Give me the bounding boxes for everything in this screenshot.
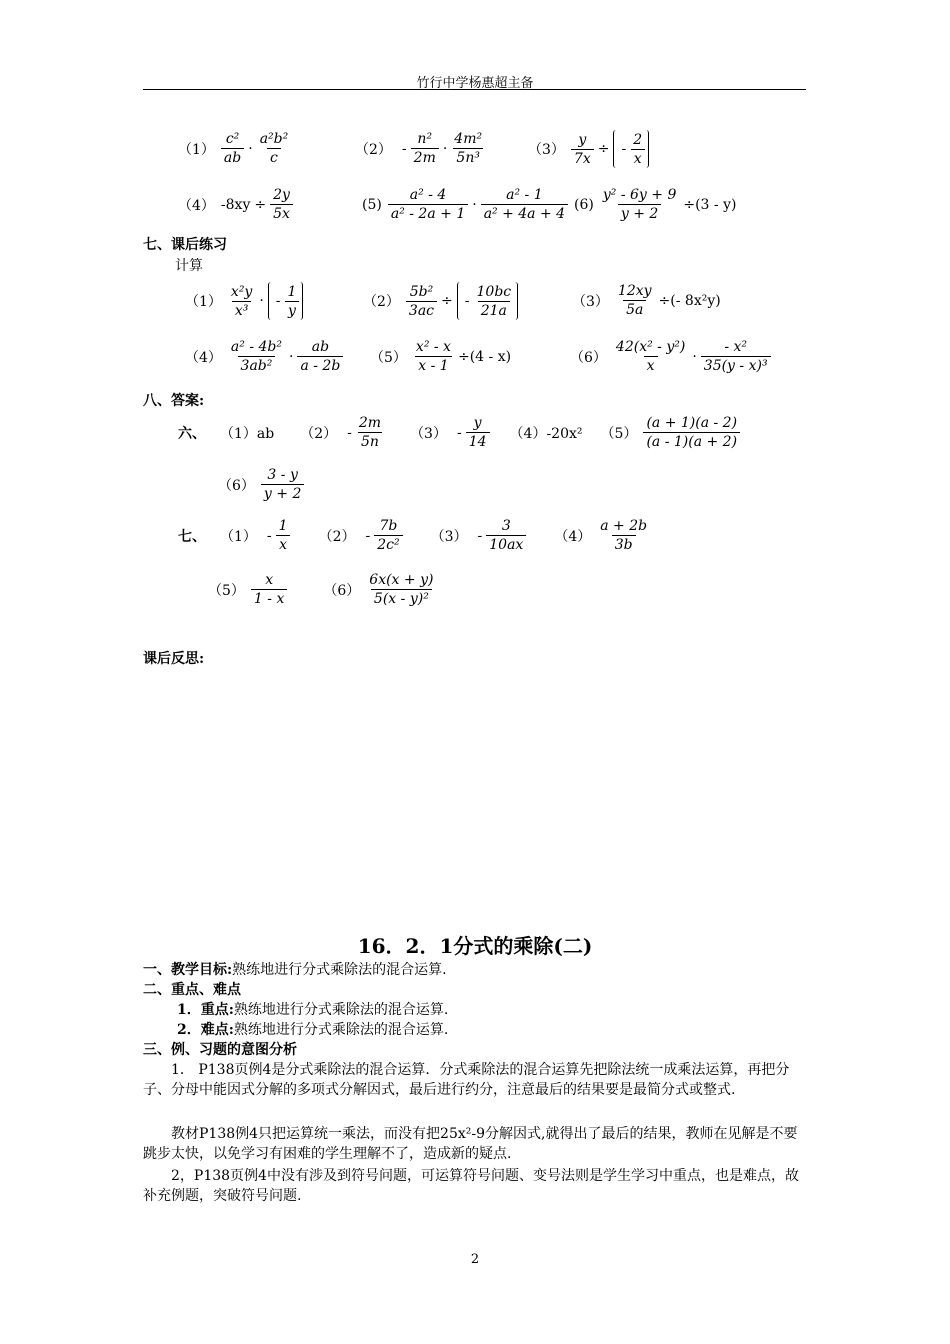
exercise-6-4: （4） -8xy ÷ $\frac{2y}{5x}$ [178, 186, 293, 223]
fraction: $\frac{2y}{5x}$ [270, 186, 293, 223]
fraction: $\frac{x}{1 - x}$ [251, 571, 287, 608]
fraction: $\frac{\text{5b²}}{3ac}$ [406, 283, 437, 320]
reflection-heading: 课后反思: [143, 651, 205, 667]
fraction: $\frac{\text{a² - 1}}{\text{a² + 4a + 4}}$ [481, 186, 568, 223]
header-rule [143, 89, 806, 90]
fraction: $\frac{y}{14}$ [466, 414, 490, 451]
analysis-heading: 三、例、习题的意图分析 [143, 1042, 297, 1058]
fraction: $\frac{ab}{a - 2b}$ [297, 338, 343, 375]
section-8-heading: 八、答案: [143, 393, 205, 409]
fraction: $\frac{a + 2b}{3b}$ [600, 518, 648, 553]
exercise-6-1: （1） $\frac{\text{c²}}{ab}$ · $\frac{\text{a²b²}}{c}$ [178, 130, 291, 167]
exercise-6-2: （2） - $\frac{\text{n²}}{2m}$ · $\frac{\text{4m²}}{\text{5n³}}$ [355, 130, 485, 167]
fraction: $\frac{1}{x}$ [276, 517, 291, 554]
exercise-7-1: （1） $\frac{\text{x²y}}{\text{x³}}$ · - $\frac{1}{y}$ [185, 282, 303, 320]
teaching-goal: 一、教学目标:熟练地进行分式乘除法的混合运算. [143, 962, 447, 978]
analysis-paragraph-3: 2，P138页例4中没有涉及到符号问题，可运算符号问题、变号法则是学生学习中重点，也是难点，故补充例题，突破符号问题. [143, 1168, 799, 1204]
fraction: $\frac{6x(x + y)}{\text{5(x - y)²}}$ [369, 572, 434, 607]
fraction: $\frac{12xy}{5a}$ [617, 283, 652, 318]
fraction: $\frac{\text{- x²}}{\text{35(y - x)³}}$ [701, 338, 771, 375]
exercise-6-5: (5) $\frac{\text{a² - 4}}{\text{a² - 2a + 1}}$ · $\frac{\text{a² - 1}}{\text{a² + 4a + 4}}$ [362, 186, 568, 223]
analysis-paragraph-2: 教材P138例4只把运算统一乘法，而没有把25x²-9分解因式,就得出了最后的结果，教师在见解是不要跳步太快，以免学习有困难的学生理解不了，造成新的疑点. [143, 1126, 798, 1162]
exercise-6-6: (6) $\frac{\text{y² - 6y + 9}}{y + 2}$ ÷(3 - y) [574, 187, 737, 222]
fraction: $\frac{\text{y² - 6y + 9}}{y + 2}$ [602, 187, 677, 222]
fraction: $\frac{10bc}{21a}$ [476, 283, 512, 319]
fraction: $\frac{3 - y}{y + 2}$ [261, 466, 304, 503]
exercise-7-6: （6） $\frac{\text{42(x² - y²)}}{x}$ · $\frac{\text{- x²}}{\text{35(y - x)³}}$ [570, 338, 771, 375]
fraction: $\frac{2}{x}$ [630, 131, 645, 168]
fraction: $\frac{1}{y}$ [285, 283, 300, 320]
lesson-title: 16．2．1分式的乘除(二) [357, 934, 593, 958]
page-header: 竹行中学杨惠超主备 [416, 76, 534, 91]
fraction: $\frac{\text{x²y}}{\text{x³}}$ [230, 283, 253, 319]
fraction: $\frac{2m}{5n}$ [358, 415, 382, 450]
section-7-heading: 七、课后练习 [143, 237, 227, 253]
fraction: $\frac{\text{a²b²}}{c}$ [259, 131, 289, 166]
answer-6-6: （6） $\frac{3 - y}{y + 2}$ [218, 466, 304, 503]
key-point-2: 2．难点:熟练地进行分式乘除法的混合运算. [177, 1022, 449, 1038]
fraction: $\frac{\text{a² - 4b²}}{\text{3ab²}}$ [230, 339, 282, 374]
answers-6-row: 六、 （1）ab （2） - $\frac{2m}{5n}$ （3） - $\frac{y}{14}$ （4）-20x² （5） $\frac{(a + 1)(a - 2)}{(a - 1)(a + 2)}$ [178, 414, 740, 451]
fraction: $\frac{3}{10ax}$ [486, 517, 526, 554]
fraction: $\frac{\text{n²}}{2m}$ [411, 130, 439, 167]
key-point-1: 1．重点:熟练地进行分式乘除法的混合运算. [177, 1002, 449, 1018]
exercise-7-5: （5） $\frac{\text{x² - x}}{x - 1}$ ÷(4 - x) [370, 339, 512, 374]
fraction: $\frac{\text{4m²}}{\text{5n³}}$ [454, 131, 483, 166]
fraction: $\frac{7b}{\text{2c²}}$ [374, 517, 402, 554]
analysis-paragraph-1: 1． P138页例4是分式乘除法的混合运算．分式乘除法的混合运算先把除法统一成乘法运算，再把分子、分母中能因式分解的多项式分解因式，最后进行约分，注意最后的结果要是最简分式或整式. [143, 1062, 790, 1098]
answers-7-row: 七、 （1） - $\frac{1}{x}$ （2） - $\frac{7b}{\text{2c²}}$ （3） - $\frac{3}{10ax}$ （4） $\frac{a + 2b}{3b}$ [178, 517, 650, 554]
fraction: $\frac{(a + 1)(a - 2)}{(a - 1)(a + 2)}$ [643, 414, 740, 451]
answers-7-row2: （5） $\frac{x}{1 - x}$ （6） $\frac{6x(x + y)}{\text{5(x - y)²}}$ [208, 571, 436, 608]
fraction: $\frac{\text{42(x² - y²)}}{x}$ [615, 339, 686, 374]
fraction: $\frac{\text{a² - 4}}{\text{a² - 2a + 1}}$ [388, 186, 468, 223]
section-7-sub: 计算 [175, 258, 203, 274]
exercise-7-2: （2） $\frac{\text{5b²}}{3ac}$ ÷ - $\frac{10bc}{21a}$ [363, 282, 518, 320]
exercise-6-3: （3） $\frac{y}{7x}$ ÷ - $\frac{2}{x}$ [528, 130, 649, 168]
exercise-7-3: （3） $\frac{12xy}{5a}$ ÷(- 8x²y) [572, 283, 721, 318]
page-number: 2 [470, 1252, 480, 1267]
key-points-heading: 二、重点、难点 [143, 982, 241, 998]
fraction: $\frac{y}{7x}$ [571, 131, 594, 168]
fraction: $\frac{\text{c²}}{ab}$ [221, 130, 244, 167]
fraction: $\frac{\text{x² - x}}{x - 1}$ [415, 339, 451, 374]
exercise-7-4: （4） $\frac{\text{a² - 4b²}}{\text{3ab²}}$ · $\frac{ab}{a - 2b}$ [185, 338, 343, 375]
